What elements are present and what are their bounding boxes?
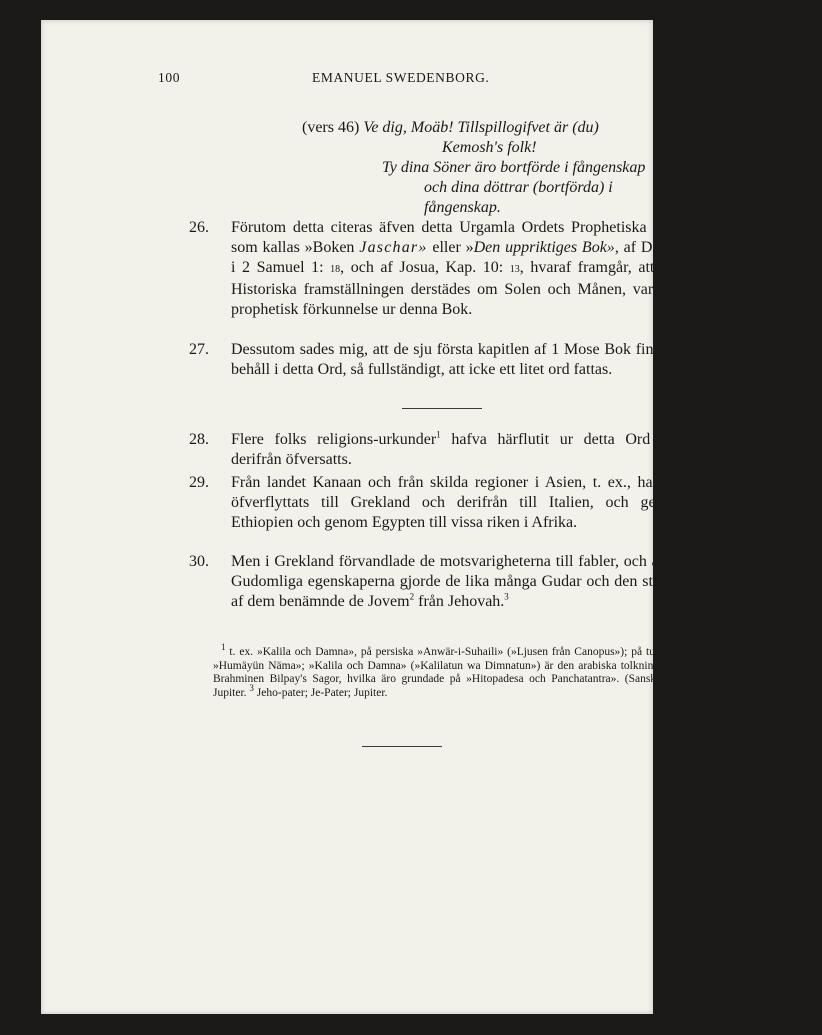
verse-reference: (vers 46) — [302, 119, 360, 136]
footnote-text: t. ex. »Kalila och Damna», på persiska »Anwär-i-Suhaili» (»Ljusen från Canopus»); på turkiska »Humäyün Näma»; »Kalila och Damna» (»Kalilatun wa Dimnatun») är den arabiska tolkningen af Brahminen Bilpay's Sagor, hvilka äro grundade på »Hitopadesa och Panchatantra». (Sanskrit.) — [213, 646, 683, 685]
footnote-marker: 3 — [504, 591, 509, 602]
verse-line-4 — [424, 178, 804, 198]
paragraph-text: Från landet Kanaan och från skilda regioner i Asien, t. ex., har det öfverflyttats till Grekland och derifrån till Italien, och genom Ethiopien och genom Egypten till vissa riken i Afrika. — [231, 474, 684, 531]
footnotes — [213, 642, 683, 700]
page-header — [158, 70, 538, 90]
verse-number: 13 — [509, 264, 520, 275]
text-run: , af David, i 2 Samuel 1: — [231, 239, 685, 276]
paragraph-27 — [189, 340, 684, 380]
book-title: Jaschar» — [359, 239, 428, 256]
paragraph-30 — [189, 552, 684, 612]
verse-text: Moäb! Tillspillogifvet är — [410, 119, 569, 136]
text-run: hafva härflutit ur detta Ord och derifrån öfversatts. — [231, 431, 684, 468]
book-title: Den uppriktiges Bok» — [473, 239, 615, 256]
text-run: från Jehovah. — [414, 593, 505, 610]
running-title: EMANUEL SWEDENBORG. — [312, 70, 490, 85]
verse-text: och dina döttrar — [424, 179, 529, 196]
verse-number: 18 — [330, 264, 341, 275]
section-divider — [402, 408, 482, 409]
verse-line-2: Kemosh's folk! — [442, 139, 537, 156]
paragraph-text — [231, 552, 684, 612]
verse-text: (du) — [572, 119, 599, 136]
paragraph-text — [231, 430, 684, 470]
text-run: Förutom detta citeras äfven detta Urgamla Ordets Prophetiska Bok, som kallas »Boken — [231, 219, 684, 256]
text-run: , hvaraf framgår, att den Historiska framställningen derstädes om Solen och Månen, varit en prophetisk förkunnelse ur denna Bok. — [231, 259, 685, 318]
verse-line-3: Ty dina Söner äro bortförde i fångenskap — [382, 159, 646, 176]
verse-line-5: fångenskap. — [424, 199, 501, 216]
paragraph-number: 29. — [189, 474, 209, 491]
footnote-text: Jeho-pater; Je-Pater; Jupiter. — [253, 686, 388, 699]
paragraph-text — [231, 218, 684, 320]
text-run: eller » — [427, 239, 474, 256]
verse-text: i — [608, 179, 613, 196]
paragraph-28 — [189, 430, 684, 470]
paragraph-number: 26. — [189, 219, 209, 236]
text-run: Flere folks religions-urkunder — [231, 431, 437, 448]
footnote-text: Jupiter. — [213, 686, 250, 699]
paragraph-number: 28. — [189, 431, 209, 448]
text-run: Men i Grekland förvandlade de motsvarigheterna till fabler, och af de Gudomliga egenskaperna gjorde de lika många Gudar och den störste af dem benämnde de Jovem — [231, 553, 684, 610]
paragraph-number: 27. — [189, 341, 209, 358]
verse-text: (bortförda) — [532, 179, 605, 196]
bottom-divider — [362, 746, 442, 747]
text-run: , och af Josua, Kap. 10: — [340, 259, 510, 276]
paragraph-text: Dessutom sades mig, att de sju första kapitlen af 1 Mose Bok finnas i behåll i detta Ord, så fullständigt, att icke ett litet ord fattas. — [231, 341, 684, 378]
footnote-marker: 2 — [678, 669, 683, 680]
footnote-marker: 1 — [221, 642, 226, 653]
paragraph-26 — [189, 218, 684, 320]
verse-line-1 — [302, 118, 682, 138]
paragraph-number: 30. — [189, 553, 209, 570]
footnote-marker: 2 — [409, 591, 415, 602]
footnote-marker: 1 — [436, 429, 441, 440]
page-number: 100 — [158, 70, 181, 85]
verse-text: Ve dig, — [363, 119, 407, 136]
book-page — [41, 20, 685, 1014]
footnote-marker: 3 — [249, 682, 254, 693]
paragraph-29 — [189, 473, 684, 533]
